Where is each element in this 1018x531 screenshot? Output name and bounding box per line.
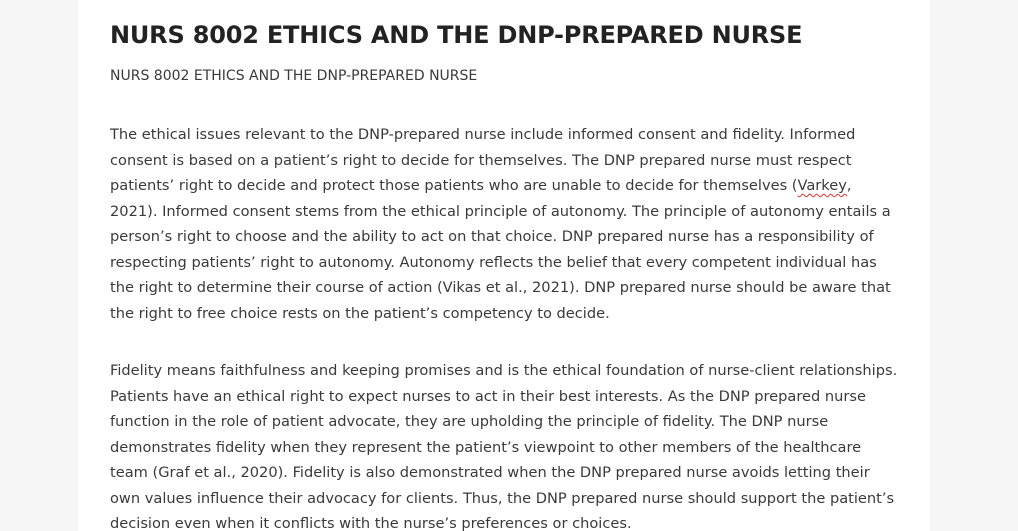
article-subtitle: NURS 8002 ETHICS AND THE DNP-PREPARED NURSE bbox=[110, 68, 478, 84]
article-page bbox=[78, 0, 930, 531]
paragraph-text: The ethical issues relevant to the DNP-prepared nurse include informed consent and fidelity. Informed consent is based on a patient’s right to decide for themselves. The DNP prepared nurse must respect patients’ right to decide and protect those patients who are unable to decide for themselves ( bbox=[110, 126, 856, 194]
paragraph-fidelity: Fidelity means faithfulness and keeping promises and is the ethical foundation of nurse-client relationships. Patients have an ethical right to expect nurses to act in their best interests. As the DNP prepared nurse function in the role of patient advocate, they are upholding the principle of fidelity. The DNP nurse demonstrates fidelity when they represent the patient’s viewpoint to other members of the healthcare team (Graf et al., 2020). Fidelity is also demonstrated when the DNP prepared nurse avoids letting their own values influence their advocacy for clients. Thus, the DNP prepared nurse should support the patient’s decision even when it conflicts with the nurse’s preferences or choices. bbox=[110, 362, 898, 531]
spellcheck-flagged-word[interactable]: Varkey bbox=[797, 177, 847, 194]
paragraph-informed-consent bbox=[110, 122, 900, 326]
page-title: NURS 8002 ETHICS AND THE DNP-PREPARED NURSE bbox=[110, 21, 803, 49]
paragraph-text: , 2021). Informed consent stems from the ethical principle of autonomy. The principle of autonomy entails a person’s right to choose and the ability to act on that choice. DNP prepared nurse has a responsibility of respecting patients’ right to autonomy. Autonomy reflects the belief that every competent individual has the right to determine their course of action (Vikas et al., 2021). DNP prepared nurse should be aware that the right to free choice rests on the patient’s competency to decide. bbox=[110, 177, 891, 322]
